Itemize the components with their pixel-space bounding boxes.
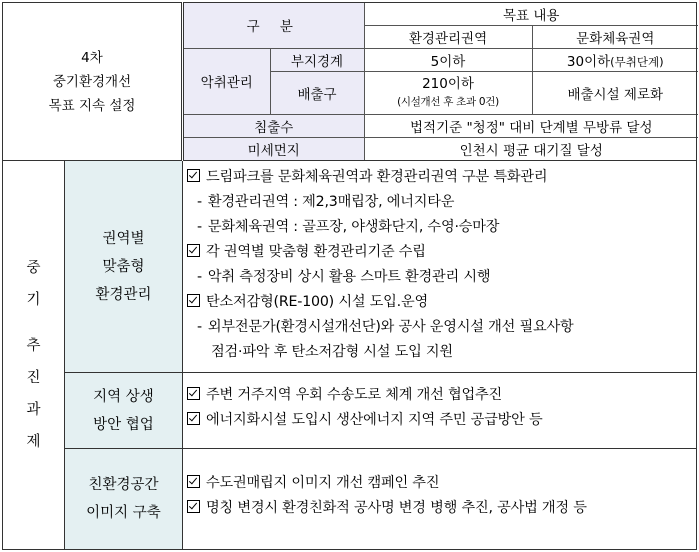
col-culture-header: 문화체육권역: [532, 25, 698, 48]
vertical-char: 기: [26, 292, 41, 308]
task-line: [187, 165, 696, 190]
leachate-value: 법적기준 "청정" 대비 단계별 무방류 달성: [364, 115, 698, 138]
category-line: 방안 협업: [93, 416, 154, 433]
exhaust-culture-value: 배출시설 제로화: [532, 71, 698, 115]
header-gubun: 구 분: [184, 3, 364, 48]
task-text: 에너지화시설 도입시 생산에너지 지역 주민 공급방안 등: [206, 412, 543, 428]
target-grid-cell: [183, 3, 697, 161]
task-line: [187, 408, 696, 433]
target-setting-title: [3, 3, 183, 161]
task-text: 점검·파악 후 탄소저감형 시설 도입 지원: [211, 344, 453, 360]
category-line: 이미지 구축: [86, 505, 161, 521]
category-line: 맞춤형: [102, 258, 145, 275]
checkbox-icon: [187, 169, 200, 182]
checkbox-icon: [187, 294, 200, 307]
category-eco-image: [65, 449, 183, 550]
mid-term-tasks-label: [3, 161, 65, 550]
task-line: [187, 471, 696, 496]
col-env-header: 환경관리권역: [364, 25, 532, 48]
boundary-culture-value: [532, 48, 698, 71]
category-line: 지역 상생: [93, 388, 154, 405]
checkbox-icon: [187, 475, 200, 488]
task-text: 수도권매립지 이미지 개선 캠페인 추진: [206, 475, 440, 491]
task-text: 환경관리권역 : 제2,3매립장, 에너지타운: [207, 194, 455, 210]
task-text: 명칭 변경시 환경친화적 공사명 변경 병행 추진, 공사법 개정 등: [206, 500, 587, 516]
category-line: 환경관리: [95, 286, 152, 303]
section-community-body: [183, 373, 697, 449]
checkbox-icon: [187, 387, 200, 400]
task-line: [187, 215, 696, 240]
target-title-line-1: 4차: [81, 49, 103, 66]
boundary-env-value: 5이하: [364, 48, 532, 71]
task-text: 탄소저감형(RE-100) 시설 도입.운영: [206, 294, 428, 310]
vertical-char: 추: [26, 338, 41, 354]
task-line: [187, 315, 696, 340]
exhaust-env-main: 210이하: [422, 75, 474, 92]
task-text: 악취 측정장비 상시 활용 스마트 환경관리 시행: [207, 269, 491, 285]
checkbox-icon: [187, 500, 200, 513]
vertical-char: 과: [26, 402, 41, 418]
task-line: [187, 383, 696, 408]
vertical-char: 제: [26, 434, 41, 450]
category-zone-management: [65, 161, 183, 373]
target-grid: [184, 3, 698, 160]
vertical-char: 진: [26, 370, 41, 386]
dust-value: 인천시 평균 대기질 달성: [364, 138, 698, 160]
section-zone-management-body: [183, 161, 697, 373]
odor-label: 악취관리: [184, 48, 270, 115]
task-text: 드림파크를 문화체육권역과 환경관리권역 구분 특화관리: [206, 169, 548, 185]
task-line: [187, 290, 696, 315]
dust-label: 미세먼지: [184, 138, 364, 160]
dash-bullet: -: [197, 269, 202, 285]
target-title-line-2: 중기환경개선: [52, 73, 132, 90]
task-text: 주변 거주지역 우회 수송도로 체계 개선 협업추진: [206, 387, 502, 403]
task-line: [187, 240, 696, 265]
dash-bullet: -: [197, 194, 202, 210]
task-line: [187, 340, 696, 365]
category-line: 권역별: [102, 230, 145, 247]
task-line: [187, 190, 696, 215]
boundary-label: 부지경계: [270, 48, 364, 71]
target-title-line-3: 목표 지속 설정: [48, 97, 136, 114]
exhaust-env-note: (시설개선 후 초과 0건): [397, 95, 499, 108]
vertical-char: 중: [26, 260, 41, 276]
exhaust-label: 배출구: [270, 71, 364, 115]
checkbox-icon: [187, 412, 200, 425]
task-line: [187, 265, 696, 290]
section-eco-image-body: [183, 449, 697, 550]
dash-bullet: -: [197, 219, 202, 235]
task-line: [187, 496, 696, 521]
exhaust-env-value: [364, 71, 532, 115]
leachate-label: 침출수: [184, 115, 364, 138]
policy-table: [2, 2, 697, 550]
category-community-cooperation: [65, 373, 183, 449]
task-text: 각 권역별 맞춤형 환경관리기준 수립: [206, 244, 426, 260]
checkbox-icon: [187, 244, 200, 257]
task-text: 문화체육권역 : 골프장, 야생화단지, 수영·승마장: [207, 219, 500, 235]
dash-bullet: -: [197, 319, 202, 335]
header-goal: 목표 내용: [364, 3, 698, 25]
category-line: 친환경공간: [88, 477, 159, 493]
boundary-culture-main: 30이하: [566, 53, 611, 70]
task-text: 외부전문가(환경시설개선단)와 공사 운영시설 개선 필요사항: [207, 319, 574, 335]
boundary-culture-note: (무취단계): [610, 54, 664, 69]
